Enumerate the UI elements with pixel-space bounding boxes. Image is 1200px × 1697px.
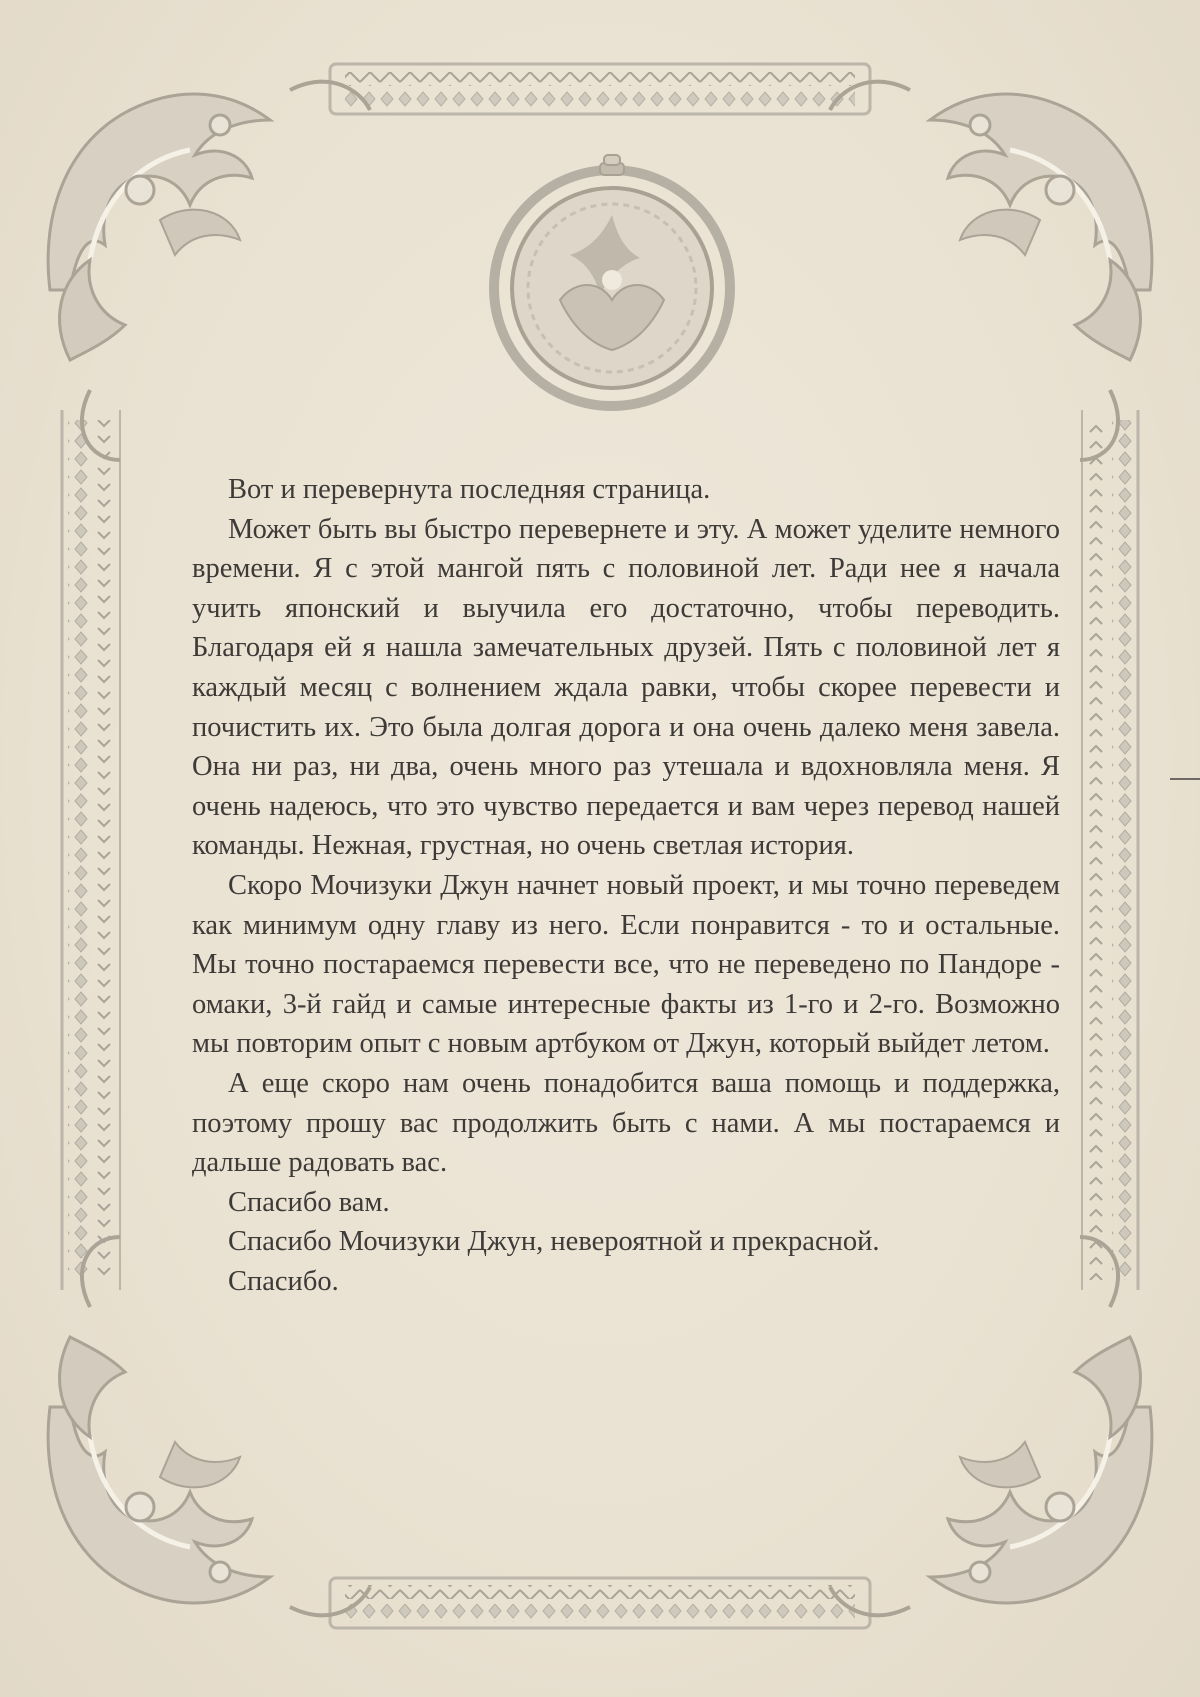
paragraph: Скоро Мочизуки Джун начнет новый проект, и мы точно переведем как минимум одну главу из него. Если понравится - то и остальные. Мы точно постараемся перевести все, что не переведено по Пандоре - омаки, 3-й гайд и самые интересные факты из 1-го и 2-го. Возможно мы повторим опыт с новым артбуком от Джун, который выйдет летом. bbox=[192, 869, 1060, 1060]
corner-ornament-top-left bbox=[48, 82, 370, 460]
paragraph: Спасибо Мочизуки Джун, невероятной и прекрасной. bbox=[228, 1226, 880, 1258]
paragraph: А еще скоро нам очень понадобится ваша помощь и поддержка, поэтому прошу вас продолжить быть с нами. А мы постараемся и дальше радовать вас. bbox=[192, 1067, 1060, 1179]
paragraph: Вот и перевернута последняя страница. bbox=[228, 474, 711, 505]
paragraph: Спасибо. bbox=[228, 1265, 339, 1297]
paragraph: Может быть вы быстро перевернете и эту. А может уделите немного времени. Я с этой мангой пять с половиной лет. Ради нее я начала учить японский и выучила его достаточно, чтобы переводить. Благодаря ей я нашла замечательных друзей. Пять с половиной лет я каждый месяц с волнением ждала равки, чтобы скорее перевести и почистить их. Это была долгая дорога и она очень далеко меня завела. Она ни раз, ни два, очень много раз утешала и вдохновляла меня. Я очень надеюсь, что это чувство передается и вам через перевод нашей команды. Нежная, грустная, но очень светлая история. bbox=[192, 513, 1060, 862]
paragraph: Спасибо вам. bbox=[228, 1186, 390, 1218]
medallion-icon bbox=[494, 155, 730, 406]
corner-ornament-top-right bbox=[830, 82, 1152, 460]
letter-text bbox=[192, 470, 1060, 1301]
